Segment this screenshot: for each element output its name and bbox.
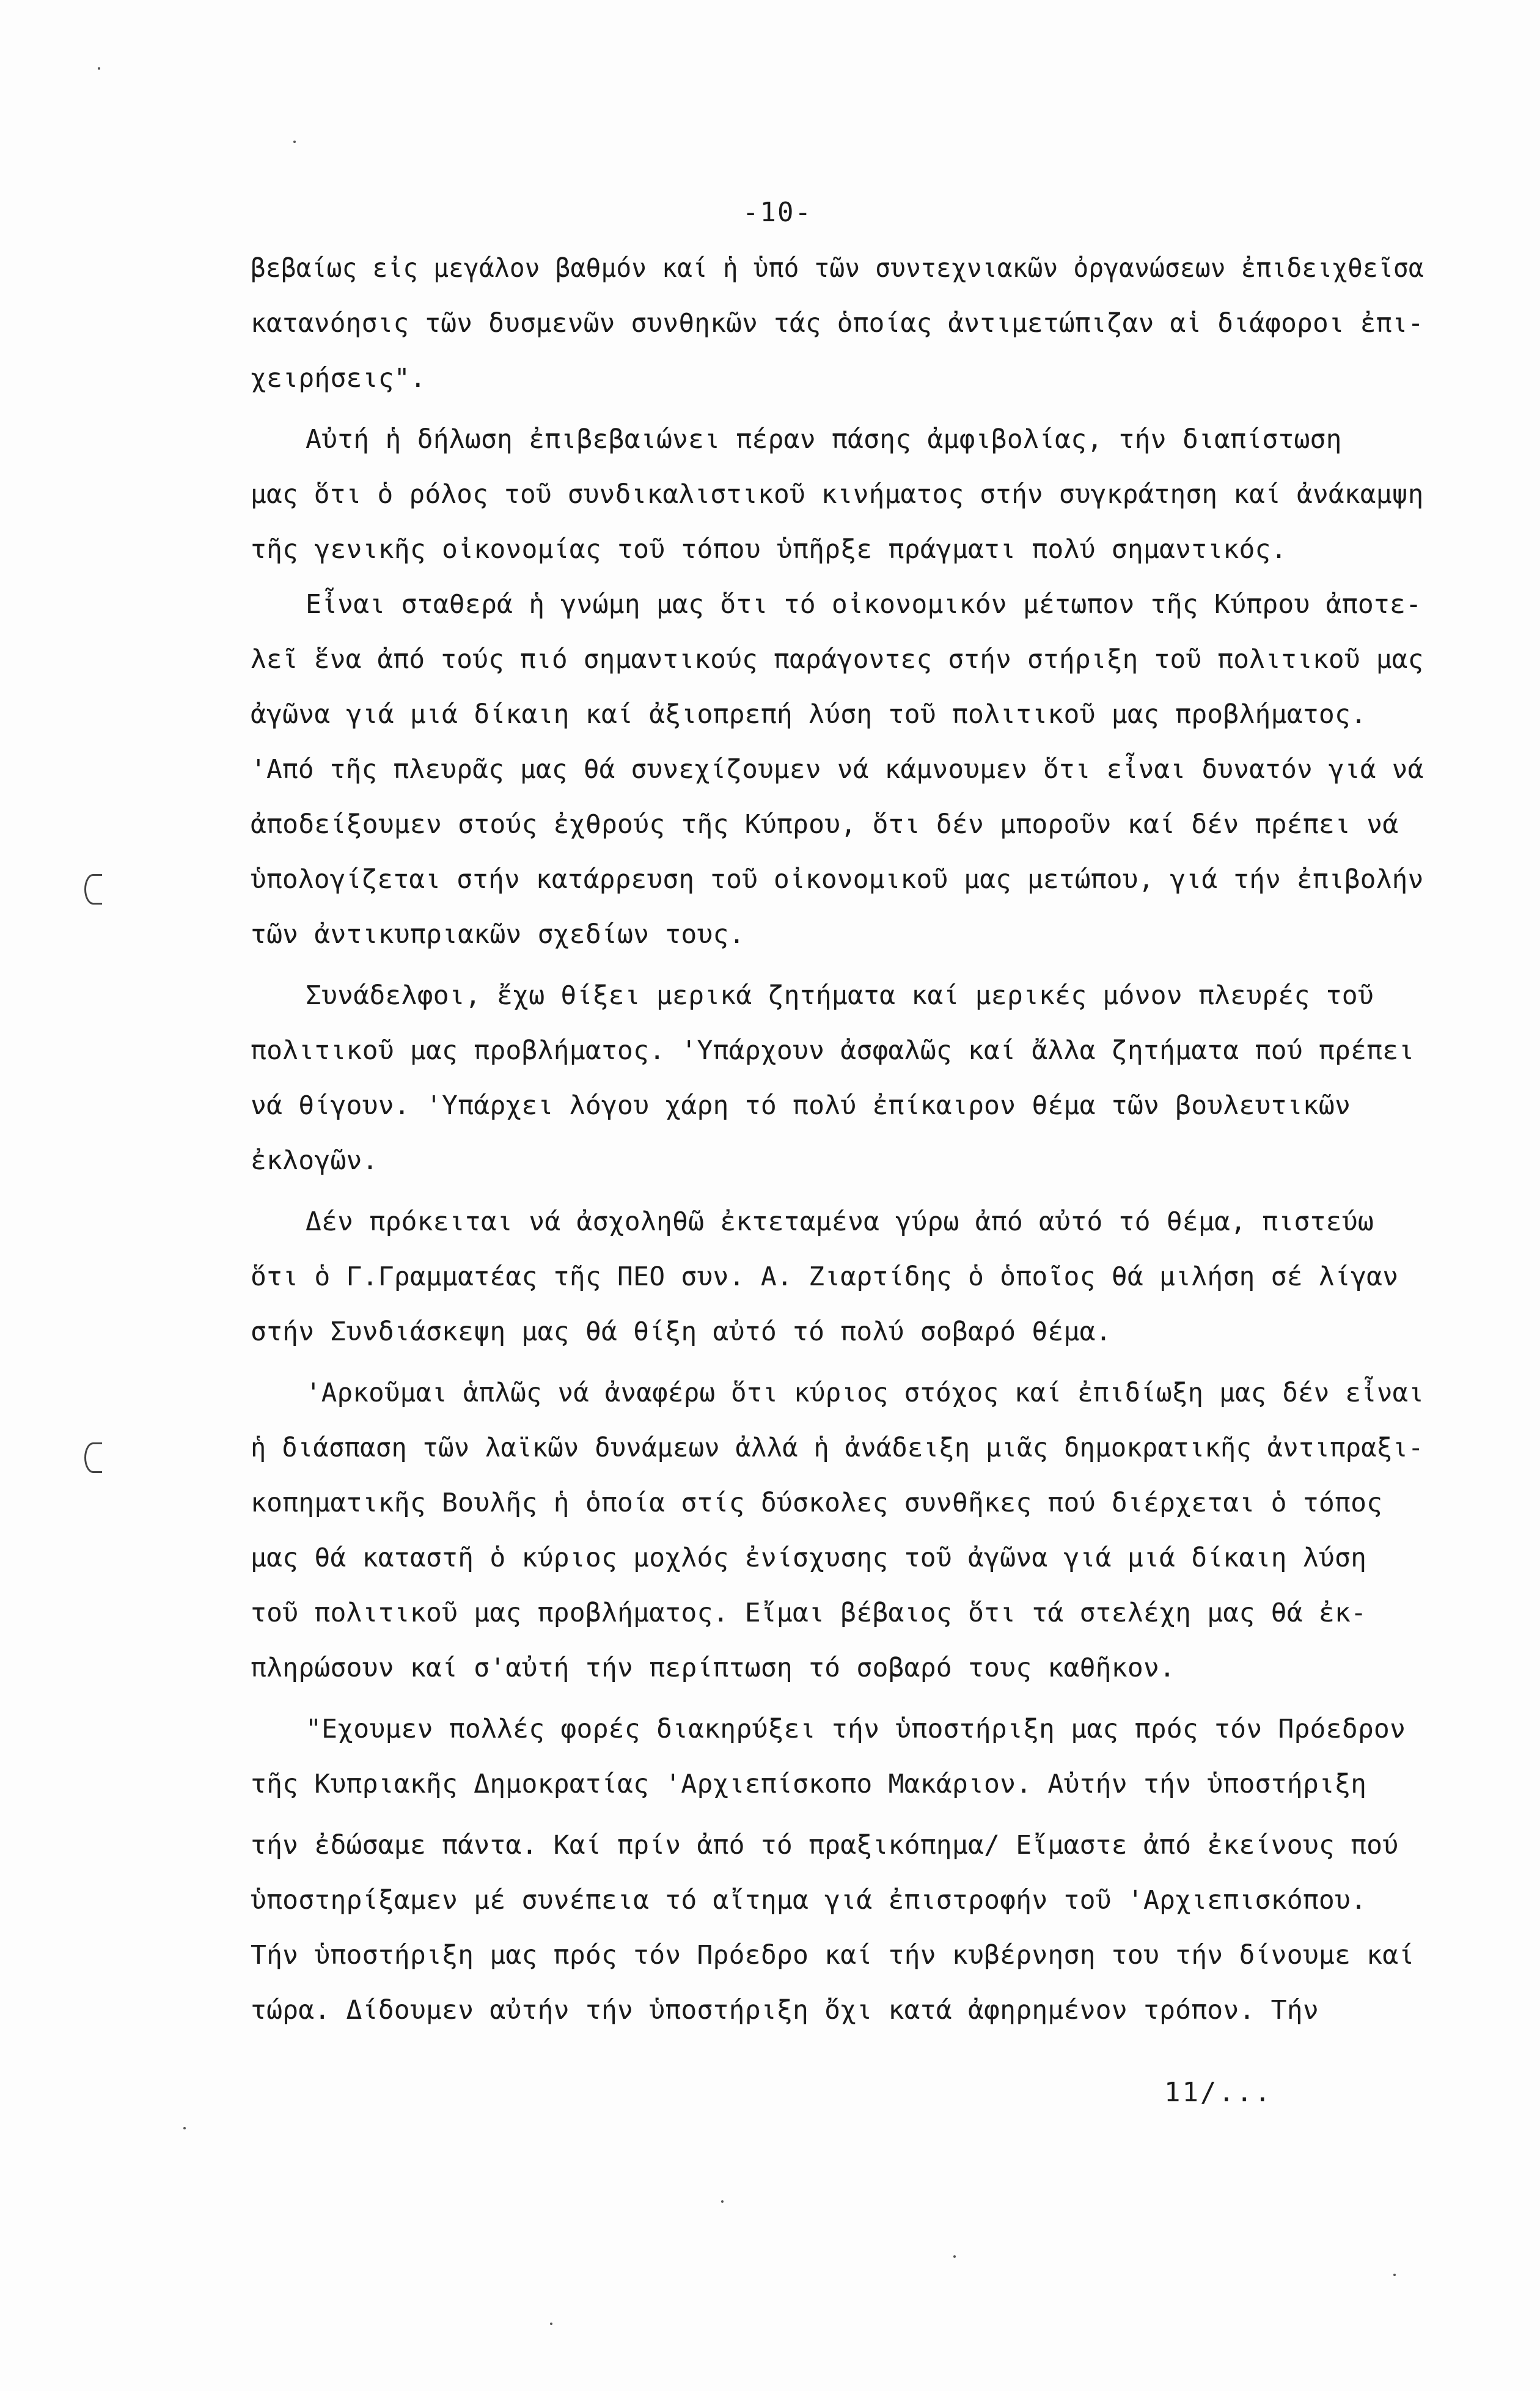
text-line: τῆς γενικῆς οἰκονομίας τοῦ τόπου ὑπῆρξε πράγματι πολύ σημαντικός. [251, 534, 1287, 565]
text-line: ὑποστηρίξαμεν μέ συνέπεια τό αἴτημα γιά ἐπιστροφήν τοῦ 'Αρχιεπισκόπου. [251, 1885, 1367, 1915]
text-line: ὑπολογίζεται στήν κατάρρευση τοῦ οἰκονομικοῦ μας μετώπου, γιά τήν ἐπιβολήν [251, 864, 1424, 895]
speck [550, 2323, 552, 2325]
text-line: κατανόησις τῶν δυσμενῶν συνθηκῶν τάς ὁποίας ἀντιμετώπιζαν αἱ διάφοροι ἐπι- [251, 308, 1424, 339]
speck [293, 141, 296, 143]
text-line: πληρώσουν καί σ'αὐτή τήν περίπτωση τό σοβαρό τους καθῆκον. [251, 1653, 1176, 1683]
text-line: Εἶναι σταθερά ἡ γνώμη μας ὅτι τό οἰκονομικόν μέτωπον τῆς Κύπρου ἀποτε- [306, 589, 1422, 620]
text-line: λεῖ ἕνα ἀπό τούς πιό σημαντικούς παράγοντες στήν στήριξη τοῦ πολιτικοῦ μας [251, 644, 1424, 675]
speck [98, 67, 100, 70]
text-line: τήν ἐδώσαμε πάντα. Καί πρίν ἀπό τό πραξικόπημα/ Εἴμαστε ἀπό ἐκείνους πού [251, 1830, 1399, 1860]
text-line: ἡ διάσπαση τῶν λαϊκῶν δυνάμεων ἀλλά ἡ ἀνάδειξη μιᾶς δημοκρατικῆς ἀντιπραξι- [251, 1433, 1424, 1463]
speck [183, 2127, 186, 2129]
text-line: τοῦ πολιτικοῦ μας προβλήματος. Εἴμαι βέβαιος ὅτι τά στελέχη μας θά ἐκ- [251, 1598, 1367, 1628]
speck [1393, 2274, 1396, 2276]
margin-mark-icon [84, 874, 102, 905]
margin-mark-icon [84, 1442, 102, 1473]
text-line: στήν Συνδιάσκεψη μας θά θίξη αὐτό τό πολύ σοβαρό θέμα. [251, 1317, 1112, 1347]
text-line: Τήν ὑποστήριξη μας πρός τόν Πρόεδρο καί τήν κυβέρνηση του τήν δίνουμε καί [251, 1940, 1415, 1970]
text-line: πολιτικοῦ μας προβλήματος. 'Υπάρχουν ἀσφαλῶς καί ἄλλα ζητήματα πού πρέπει [251, 1035, 1415, 1066]
speck [721, 2200, 724, 2203]
text-line: τῆς Κυπριακῆς Δημοκρατίας 'Αρχιεπίσκοπο Μακάριον. Αὐτήν τήν ὑποστήριξη [251, 1769, 1367, 1799]
text-line: ἀγῶνα γιά μιά δίκαιη καί ἀξιοπρεπή λύση τοῦ πολιτικοῦ μας προβλήματος. [251, 699, 1367, 730]
text-line: νά θίγουν. 'Υπάρχει λόγου χάρη τό πολύ ἐπίκαιρον θέμα τῶν βουλευτικῶν [251, 1090, 1351, 1121]
speck [953, 2255, 956, 2258]
text-line: τῶν ἀντικυπριακῶν σχεδίων τους. [251, 919, 745, 950]
text-line: μας ὅτι ὁ ρόλος τοῦ συνδικαλιστικοῦ κινήματος στήν συγκράτηση καί ἀνάκαμψη [251, 479, 1424, 510]
text-line: ὅτι ὁ Γ.Γραμματέας τῆς ΠΕΟ συν. Α. Ζιαρτίδης ὁ ὁποῖος θά μιλήση σέ λίγαν [251, 1262, 1399, 1292]
text-line: Συνάδελφοι, ἔχω θίξει μερικά ζητήματα καί μερικές μόνον πλευρές τοῦ [306, 980, 1374, 1011]
text-line: Αὐτή ἡ δήλωση ἐπιβεβαιώνει πέραν πάσης ἀμφιβολίας, τήν διαπίστωση [306, 424, 1342, 455]
text-line: 'Από τῆς πλευρᾶς μας θά συνεχίζουμεν νά κάμνουμεν ὅτι εἶναι δυνατόν γιά νά [251, 754, 1424, 785]
text-line: χειρήσεις". [251, 363, 426, 394]
text-line: "Εχουμεν πολλές φορές διακηρύξει τήν ὑποστήριξη μας πρός τόν Πρόεδρον [306, 1714, 1406, 1744]
text-line: τώρα. Δίδουμεν αὐτήν τήν ὑποστήριξη ὄχι κατά ἀφηρημένον τρόπον. Τήν [251, 1995, 1319, 2026]
text-line: κοπηματικῆς Βουλῆς ἡ ὁποία στίς δύσκολες συνθῆκες πού διέρχεται ὁ τόπος [251, 1488, 1383, 1518]
text-line: ἐκλογῶν. [251, 1145, 378, 1176]
text-line: ἀποδείξουμεν στούς ἐχθρούς τῆς Κύπρου, ὅτι δέν μποροῦν καί δέν πρέπει νά [251, 809, 1399, 840]
text-line: 'Αρκοῦμαι ἁπλῶς νά ἀναφέρω ὅτι κύριος στόχος καί ἐπιδίωξη μας δέν εἶναι [306, 1378, 1425, 1408]
text-line: Δέν πρόκειται νά ἀσχοληθῶ ἐκτεταμένα γύρω ἀπό αὐτό τό θέμα, πιστεύω [306, 1207, 1374, 1237]
text-line: μας θά καταστῆ ὁ κύριος μοχλός ἐνίσχυσης τοῦ ἀγῶνα γιά μιά δίκαιη λύση [251, 1543, 1367, 1573]
continuation-marker: 11/... [1164, 2077, 1272, 2108]
text-line: βεβαίως εἰς μεγάλον βαθμόν καί ἡ ὑπό τῶν συντεχνιακῶν ὀργανώσεων ἐπιδειχθεῖσα [251, 253, 1424, 284]
page-number: -10- [743, 197, 812, 228]
